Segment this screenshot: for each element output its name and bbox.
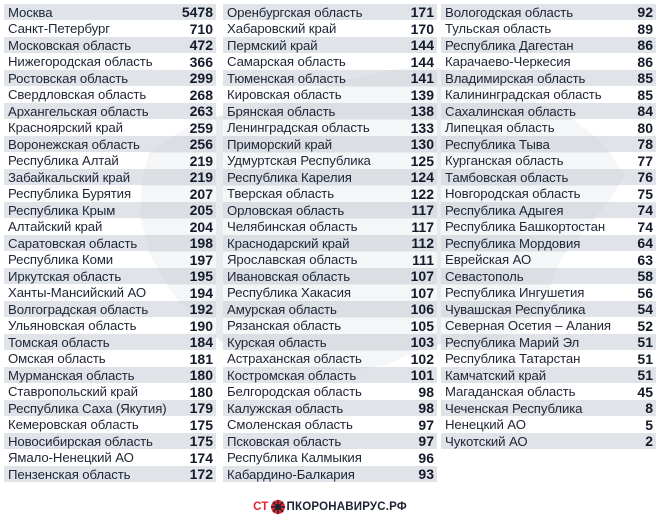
case-count: 197	[189, 251, 213, 268]
table-row	[4, 235, 216, 251]
region-name: Республика Башкортостан	[445, 219, 605, 234]
table-row	[4, 384, 216, 400]
case-count: 170	[410, 20, 434, 37]
table-row	[4, 37, 216, 53]
region-name: Ненецкий АО	[445, 417, 526, 432]
case-count: 107	[410, 268, 434, 284]
column-2	[223, 4, 437, 483]
table-row	[4, 367, 216, 383]
table-row	[223, 169, 437, 185]
table-row	[4, 400, 216, 416]
region-name: Республика Алтай	[8, 153, 119, 168]
region-name: Тюменская область	[227, 70, 346, 86]
region-name: Волгоградская область	[8, 301, 149, 317]
table-row	[4, 186, 216, 202]
region-name: Республика Коми	[8, 252, 114, 267]
table-row	[441, 153, 656, 169]
region-name: Краснодарский край	[227, 235, 350, 251]
region-name: Республика Карелия	[227, 169, 352, 185]
table-row	[223, 103, 437, 119]
table-row	[223, 21, 437, 37]
case-count: 124	[410, 169, 434, 185]
region-name: Саратовская область	[8, 235, 138, 251]
table-row	[441, 285, 656, 301]
table-row	[223, 334, 437, 350]
region-name: Мурманская область	[8, 367, 135, 383]
table-row	[223, 202, 437, 218]
region-name: Хабаровский край	[227, 21, 337, 36]
region-name: Удмуртская Республика	[227, 153, 371, 168]
region-name: Воронежская область	[8, 136, 140, 152]
region-name: Ярославская область	[227, 252, 358, 267]
table-row	[4, 268, 216, 284]
case-count: 77	[637, 152, 653, 169]
table-row	[441, 136, 656, 152]
region-name: Амурская область	[227, 301, 337, 317]
virus-icon	[270, 499, 286, 515]
case-count: 190	[189, 317, 213, 334]
table-row	[441, 202, 656, 218]
region-name: Ростовская область	[8, 70, 129, 86]
table-row	[223, 70, 437, 86]
case-count: 97	[418, 416, 434, 433]
region-name: Ставропольский край	[8, 384, 138, 399]
case-count: 179	[189, 400, 213, 416]
case-count: 45	[637, 383, 653, 400]
case-count: 472	[189, 37, 213, 53]
table-row	[441, 219, 656, 235]
table-row	[223, 186, 437, 202]
region-name: Северная Осетия – Алания	[445, 318, 611, 333]
case-count: 93	[418, 466, 434, 482]
case-count: 101	[410, 367, 434, 383]
table-row	[223, 384, 437, 400]
table-row	[4, 351, 216, 367]
case-count: 144	[410, 37, 434, 53]
region-name: Орловская область	[227, 202, 345, 218]
case-count: 86	[637, 37, 653, 53]
region-name: Кировская область	[227, 87, 342, 102]
region-name: Республика Саха (Якутия)	[8, 400, 167, 416]
region-name: Вологодская область	[445, 4, 573, 20]
region-name: Челябинская область	[227, 219, 358, 234]
table-row	[223, 120, 437, 136]
region-name: Курская область	[227, 334, 327, 350]
region-name: Магаданская область	[445, 384, 576, 399]
region-name: Костромская область	[227, 367, 357, 383]
case-count: 51	[637, 350, 653, 367]
table-row	[4, 450, 216, 466]
case-count: 219	[189, 169, 213, 185]
column-3	[441, 4, 656, 450]
case-count: 133	[410, 119, 434, 136]
case-count: 52	[637, 317, 653, 334]
case-count: 139	[410, 86, 434, 103]
region-name: Республика Мордовия	[445, 235, 581, 251]
case-count: 195	[189, 268, 213, 284]
table-row	[223, 136, 437, 152]
region-name: Севастополь	[445, 268, 524, 284]
case-count: 76	[637, 169, 653, 185]
table-row	[4, 285, 216, 301]
case-count: 75	[637, 185, 653, 202]
region-name: Самарская область	[227, 54, 346, 69]
table-row	[441, 433, 656, 449]
region-name: Красноярский край	[8, 120, 123, 135]
case-count: 2	[645, 433, 653, 449]
table-row	[441, 268, 656, 284]
case-count: 5	[645, 416, 653, 433]
table-row	[4, 466, 216, 482]
table-row	[4, 4, 216, 20]
table-row	[4, 252, 216, 268]
case-count: 117	[411, 218, 434, 235]
region-name: Брянская область	[227, 103, 336, 119]
region-name: Свердловская область	[8, 87, 147, 102]
table-row	[441, 417, 656, 433]
case-count: 106	[410, 301, 434, 317]
table-row	[223, 450, 437, 466]
case-count: 8	[645, 400, 653, 416]
table-row	[441, 301, 656, 317]
region-name: Еврейская АО	[445, 252, 532, 267]
region-name: Калининградская область	[445, 87, 602, 102]
region-name: Республика Ингушетия	[445, 285, 585, 300]
table-row	[441, 351, 656, 367]
table-row	[223, 268, 437, 284]
region-name: Республика Бурятия	[8, 186, 131, 201]
region-name: Курганская область	[445, 153, 564, 168]
region-name: Республика Крым	[8, 202, 116, 218]
case-count: 219	[189, 152, 213, 169]
table-row	[441, 54, 656, 70]
case-count: 125	[410, 152, 434, 169]
region-name: Забайкальский край	[8, 169, 130, 185]
region-name: Псковская область	[227, 433, 342, 449]
case-count: 89	[637, 20, 653, 37]
region-name: Алтайский край	[8, 219, 103, 234]
region-name: Камчатский край	[445, 367, 546, 383]
region-name: Иркутская область	[8, 268, 122, 284]
region-name: Московская область	[8, 37, 131, 53]
case-count: 198	[189, 235, 213, 251]
footer	[0, 497, 660, 517]
table-row	[223, 252, 437, 268]
case-count: 141	[410, 70, 434, 86]
region-name: Нижегородская область	[8, 54, 153, 69]
case-count: 80	[637, 119, 653, 136]
case-count: 64	[637, 235, 653, 251]
region-name: Тамбовская область	[445, 169, 569, 185]
table-row	[4, 153, 216, 169]
case-count: 111	[412, 251, 434, 268]
region-name: Пермский край	[227, 37, 318, 53]
table-row	[223, 367, 437, 383]
case-count: 92	[637, 4, 653, 20]
region-name: Оренбургская область	[227, 4, 363, 20]
region-name: Томская область	[8, 334, 110, 350]
table-row	[441, 367, 656, 383]
case-count: 138	[410, 103, 434, 119]
region-name: Тульская область	[445, 21, 552, 36]
case-count: 256	[189, 136, 213, 152]
table-row	[223, 351, 437, 367]
case-count: 85	[637, 86, 653, 103]
region-name: Омская область	[8, 351, 106, 366]
case-count: 181	[189, 350, 213, 367]
table-row	[4, 202, 216, 218]
region-name: Сахалинская область	[445, 103, 576, 119]
case-count: 180	[189, 383, 213, 400]
table-row	[441, 70, 656, 86]
table-row	[4, 87, 216, 103]
table-row	[223, 433, 437, 449]
table-row	[223, 153, 437, 169]
case-count: 172	[189, 466, 213, 482]
case-count: 86	[637, 53, 653, 70]
case-count: 102	[410, 350, 434, 367]
case-count: 117	[411, 202, 434, 218]
table-row	[223, 235, 437, 251]
case-count: 268	[189, 86, 213, 103]
region-name: Чувашская Республика	[445, 301, 586, 317]
brand-logo	[253, 499, 407, 515]
table-row	[441, 252, 656, 268]
case-count: 51	[637, 334, 653, 350]
region-name: Кемеровская область	[8, 417, 139, 432]
region-name: Республика Хакасия	[227, 285, 351, 300]
table-row	[223, 4, 437, 20]
region-name: Ханты-Мансийский АО	[8, 285, 147, 300]
column-1	[4, 4, 216, 483]
case-count: 184	[189, 334, 213, 350]
case-count: 299	[189, 70, 213, 86]
case-count: 107	[410, 284, 434, 301]
case-count: 5478	[181, 4, 213, 20]
table-row	[4, 120, 216, 136]
region-name: Республика Адыгея	[445, 202, 564, 218]
table-row	[223, 219, 437, 235]
region-name: Санкт-Петербург	[8, 21, 110, 36]
table-row	[441, 318, 656, 334]
case-count: 96	[418, 449, 434, 466]
case-count: 171	[410, 4, 434, 20]
table-row	[441, 235, 656, 251]
case-count: 98	[418, 400, 434, 416]
table-row	[223, 54, 437, 70]
table-row	[4, 70, 216, 86]
table-row	[223, 400, 437, 416]
case-count: 74	[637, 218, 653, 235]
region-name: Кабардино-Балкария	[227, 466, 355, 482]
table-row	[223, 318, 437, 334]
table-row	[441, 334, 656, 350]
case-count: 710	[189, 20, 213, 37]
case-count: 84	[637, 103, 653, 119]
table-row	[441, 21, 656, 37]
table-row	[4, 433, 216, 449]
region-name: Ивановская область	[227, 268, 350, 284]
table-row	[441, 4, 656, 20]
case-count: 54	[637, 301, 653, 317]
region-name: Республика Дагестан	[445, 37, 574, 53]
table-row	[4, 54, 216, 70]
case-count: 130	[410, 136, 434, 152]
table-row	[441, 400, 656, 416]
case-count: 122	[410, 185, 434, 202]
case-count: 205	[189, 202, 213, 218]
case-count: 58	[637, 268, 653, 284]
table-row	[441, 120, 656, 136]
case-count: 103	[410, 334, 434, 350]
case-count: 51	[637, 367, 653, 383]
logo-text-part2: ПКОРОНАВИРУС.РФ	[286, 501, 407, 513]
case-count: 259	[189, 119, 213, 136]
table-row	[4, 301, 216, 317]
table-row	[223, 301, 437, 317]
case-count: 63	[637, 251, 653, 268]
region-name: Рязанская область	[227, 318, 342, 333]
table-row	[441, 186, 656, 202]
table-row	[223, 285, 437, 301]
case-count: 192	[189, 301, 213, 317]
table-row	[441, 384, 656, 400]
region-name: Смоленская область	[227, 417, 353, 432]
table-row	[4, 219, 216, 235]
region-name: Пензенская область	[8, 466, 131, 482]
region-name: Архангельская область	[8, 103, 149, 119]
table-row	[441, 169, 656, 185]
case-count: 180	[189, 367, 213, 383]
table-row	[223, 417, 437, 433]
region-name: Республика Татарстан	[445, 351, 581, 366]
region-name: Республика Калмыкия	[227, 450, 362, 465]
region-name: Липецкая область	[445, 120, 555, 135]
case-count: 85	[637, 70, 653, 86]
region-name: Владимирская область	[445, 70, 586, 86]
table-row	[4, 334, 216, 350]
case-count: 366	[189, 53, 213, 70]
region-name: Тверская область	[227, 186, 335, 201]
table-row	[223, 87, 437, 103]
case-count: 174	[189, 449, 213, 466]
case-count: 263	[189, 103, 213, 119]
table-row	[441, 87, 656, 103]
case-count: 105	[410, 317, 434, 334]
region-name: Чеченская Республика	[445, 400, 583, 416]
region-name: Республика Тыва	[445, 136, 550, 152]
case-count: 78	[637, 136, 653, 152]
region-name: Астраханская область	[227, 351, 362, 366]
region-name: Чукотский АО	[445, 433, 528, 449]
table-row	[4, 417, 216, 433]
table-row	[223, 37, 437, 53]
case-count: 207	[189, 185, 213, 202]
table-row	[4, 318, 216, 334]
region-name: Ленинградская область	[227, 120, 370, 135]
region-name: Новгородская область	[445, 186, 581, 201]
case-count: 56	[637, 284, 653, 301]
table-row	[441, 37, 656, 53]
case-count: 144	[410, 53, 434, 70]
region-name: Республика Марий Эл	[445, 334, 580, 350]
region-name: Новосибирская область	[8, 433, 153, 449]
table-row	[4, 136, 216, 152]
case-count: 194	[189, 284, 213, 301]
case-count: 175	[189, 433, 213, 449]
region-name: Приморский край	[227, 136, 332, 152]
case-count: 175	[189, 416, 213, 433]
region-name: Карачаево-Черкесия	[445, 54, 571, 69]
region-name: Ямало-Ненецкий АО	[8, 450, 134, 465]
region-name: Белгородская область	[227, 384, 362, 399]
table-row	[441, 103, 656, 119]
case-count: 204	[189, 218, 213, 235]
case-count: 97	[418, 433, 434, 449]
region-name: Ульяновская область	[8, 318, 137, 333]
table-row	[4, 21, 216, 37]
region-name: Калужская область	[227, 400, 344, 416]
table-row	[223, 466, 437, 482]
logo-text-part1: СТ	[253, 501, 269, 513]
table-row	[4, 169, 216, 185]
case-count: 112	[411, 235, 434, 251]
region-name: Москва	[8, 4, 53, 20]
case-count: 74	[637, 202, 653, 218]
table-row	[4, 103, 216, 119]
case-count: 98	[418, 383, 434, 400]
